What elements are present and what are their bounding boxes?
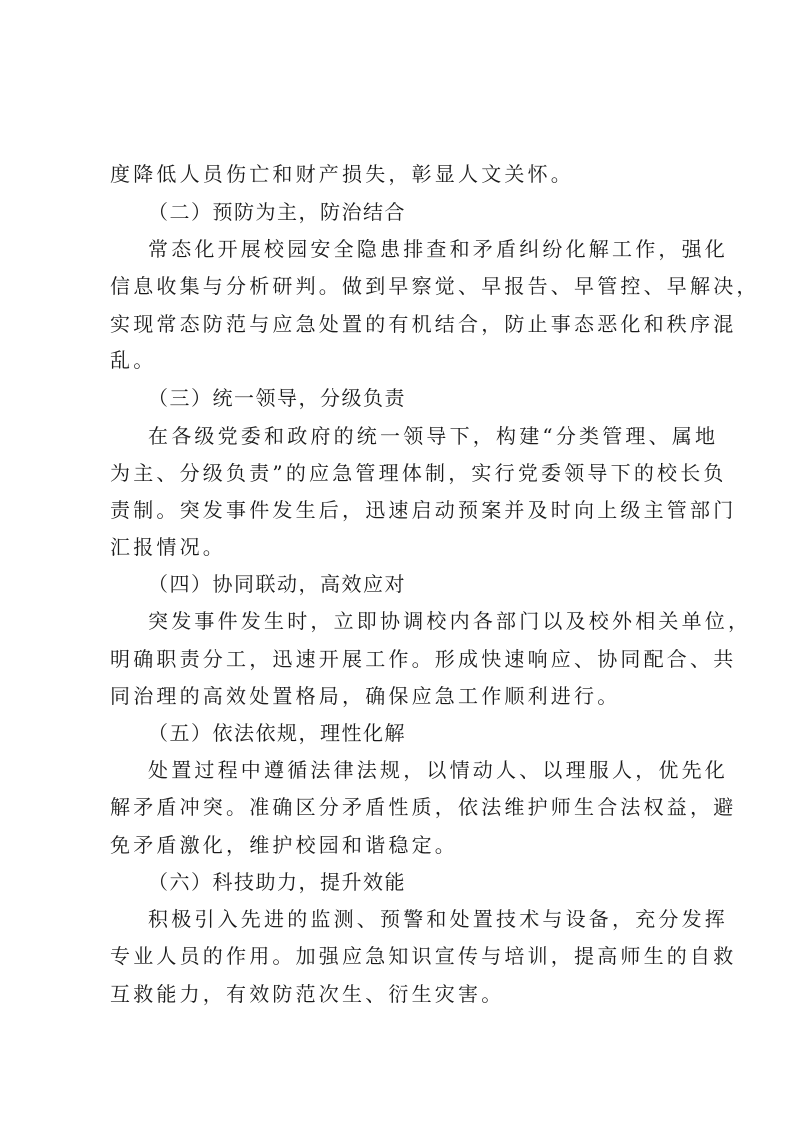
paragraph-line: 实现常态防范与应急处置的有机结合，防止事态恶化和秩序混 [110,312,737,336]
paragraph-line: 汇报情况。 [110,535,226,559]
paragraph-line: 积极引入先进的监测、预警和处置技术与设备，充分发挥 [148,907,728,931]
paragraph-line: 明确职责分工，迅速开展工作。形成快速响应、协同配合、共 [110,647,737,671]
paragraph-line: 专业人员的作用。加强应急知识宣传与培训，提高师生的自救 [110,944,737,968]
section-heading-6: （六）科技助力，提升效能 [148,870,406,894]
paragraph-line: 为主、分级负责”的应急管理体制，实行党委领导下的校长负 [110,461,727,485]
paragraph-line: 信息收集与分析研判。做到早察觉、早报告、早管控、早解决， [110,274,760,298]
section-heading-3: （三）统一领导，分级负责 [148,386,406,410]
paragraph-line: 常态化开展校园安全隐患排查和矛盾纠纷化解工作，强化 [148,237,728,261]
paragraph-line: 互救能力，有效防范次生、衍生灾害。 [110,982,505,1006]
section-heading-2: （二）预防为主，防治结合 [148,200,406,224]
paragraph-line: 解矛盾冲突。准确区分矛盾性质，依法维护师生合法权益，避 [110,795,737,819]
section-heading-5: （五）依法依规，理性化解 [148,721,406,745]
paragraph-line: 责制。突发事件发生后，迅速启动预案并及时向上级主管部门 [110,498,737,522]
paragraph-line: 突发事件发生时，立即协调校内各部门以及校外相关单位， [148,609,752,633]
paragraph-line-continuation: 度降低人员伤亡和财产损失，彰显人文关怀。 [110,162,574,186]
paragraph-line: 免矛盾激化，维护校园和谐稳定。 [110,833,458,857]
paragraph-line: 处置过程中遵循法律法规，以情动人、以理服人，优先化 [148,758,728,782]
paragraph-line: 在各级党委和政府的统一领导下，构建“分类管理、属地 [148,424,719,448]
section-heading-4: （四）协同联动，高效应对 [148,572,406,596]
paragraph-line: 乱。 [110,348,157,372]
paragraph-line: 同治理的高效处置格局，确保应急工作顺利进行。 [110,684,621,708]
